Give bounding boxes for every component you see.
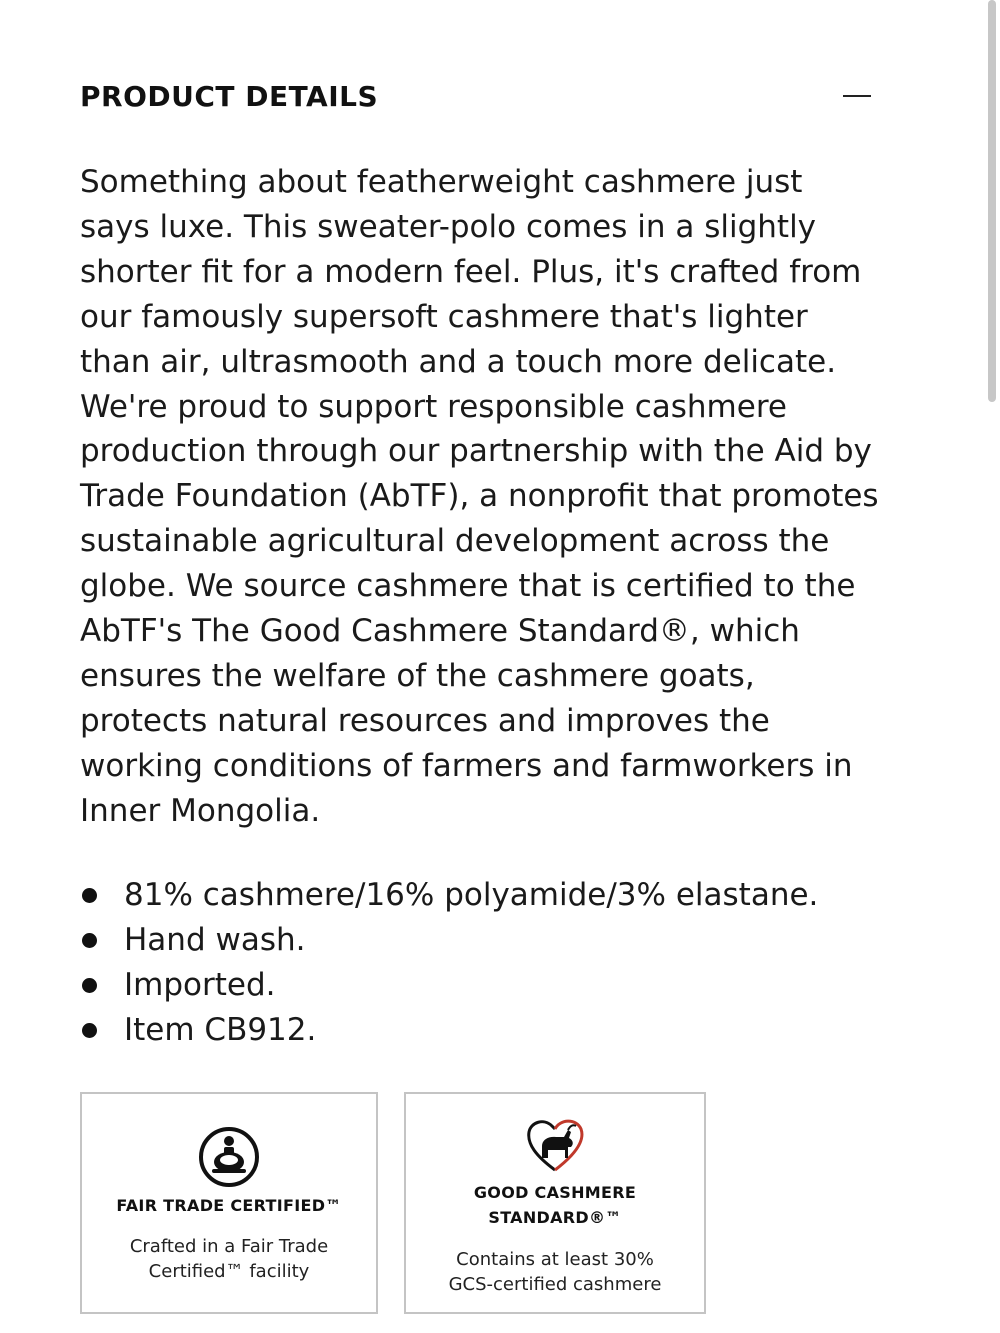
list-item	[80, 1008, 818, 1053]
feature-text: Item CB912.	[124, 1012, 317, 1048]
badge-title: FAIR TRADE CERTIFIED™	[116, 1196, 342, 1215]
goat-heart-icon	[524, 1114, 586, 1176]
feature-text: Hand wash.	[124, 922, 306, 958]
badge-description: Contains at least 30% GCS-certified cashmere	[448, 1249, 662, 1295]
bullet-icon	[82, 933, 97, 948]
feature-list	[80, 873, 818, 1053]
badge-description: Crafted in a Fair Trade Certified™ facility	[129, 1236, 329, 1282]
fair-trade-badge[interactable]	[80, 1092, 378, 1314]
feature-text: 81% cashmere/16% polyamide/3% elastane.	[124, 877, 819, 913]
bullet-icon	[82, 888, 97, 903]
list-item	[80, 918, 818, 963]
feature-text: Imported.	[124, 967, 276, 1003]
collapse-button[interactable]	[842, 81, 872, 111]
minus-icon	[843, 95, 871, 97]
list-item	[80, 963, 818, 1008]
section-title: PRODUCT DETAILS	[80, 79, 379, 113]
list-item	[80, 873, 818, 918]
badge-title: GOOD CASHMERE STANDARD®™	[473, 1183, 637, 1227]
bullet-icon	[82, 1023, 97, 1038]
product-description: Something about featherweight cashmere just says luxe. This sweater-polo comes in a slightly shorter fit for a modern feel. Plus, it's crafted from our famously supersoft cashmere that's lighter than air, ultrasmooth and a touch more delicate. We're proud to support responsible cashmere production through our partnership with the Aid by Trade Foundation (AbTF), a nonprofit that promotes sustainable agricultural development across the globe. We source cashmere that is certified to the AbTF's The Good Cashmere Standard®, which ensures the welfare of the cashmere goats, protects natural resources and improves the working conditions of farmers and farmworkers in Inner Mongolia.	[80, 164, 879, 829]
fair-trade-icon	[198, 1126, 260, 1188]
good-cashmere-badge[interactable]	[404, 1092, 706, 1314]
page-scrollbar[interactable]	[988, 0, 996, 402]
bullet-icon	[82, 978, 97, 993]
product-details-header[interactable]	[80, 74, 872, 118]
